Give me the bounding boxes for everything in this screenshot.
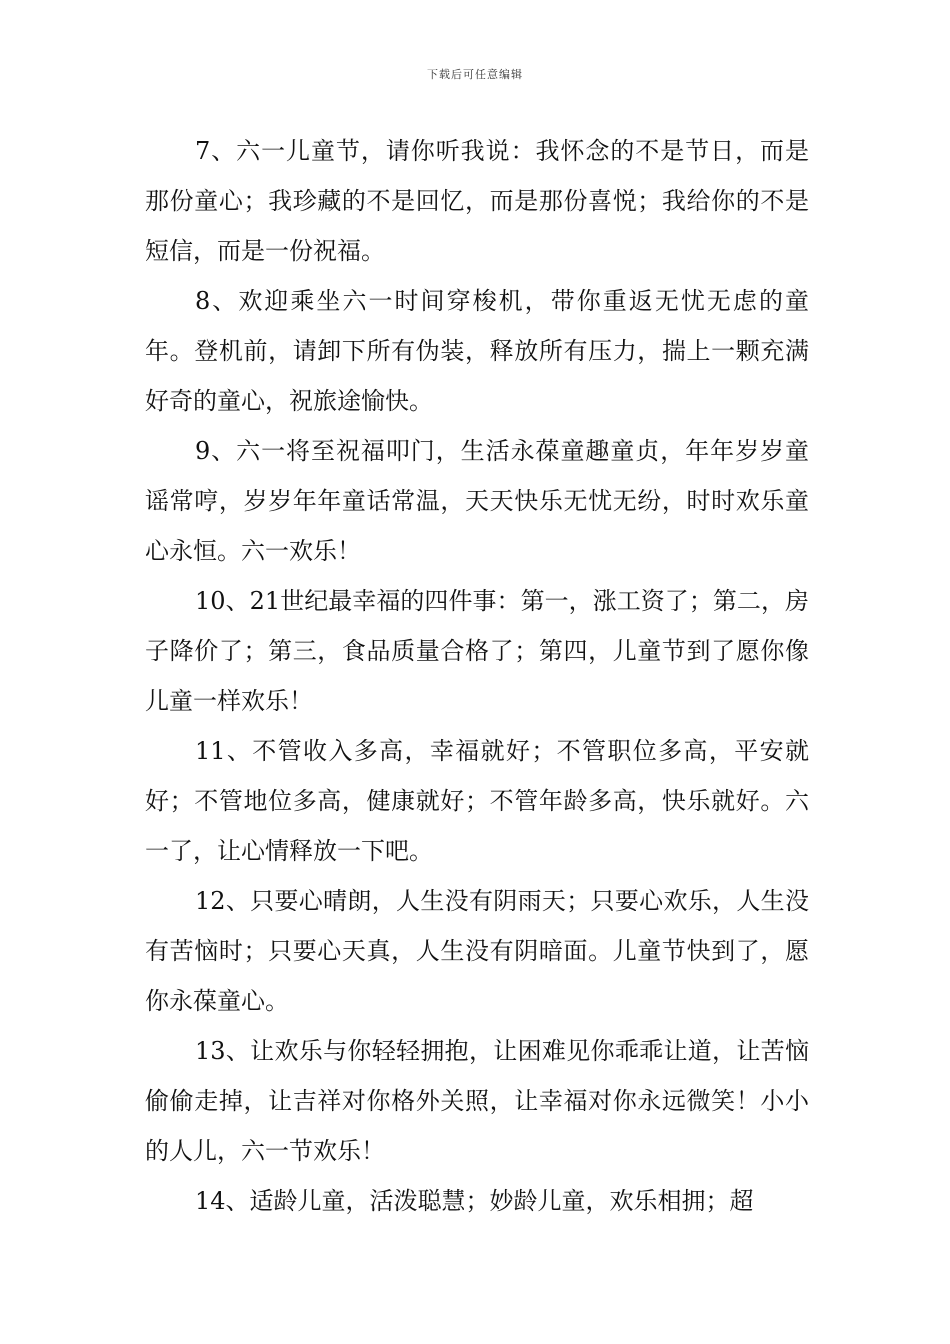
paragraph-9: 9、六一将至祝福叩门，生活永葆童趣童贞，年年岁岁童谣常哼，岁岁年年童话常温，天天快乐无忧无纷，时时欢乐童心永恒。六一欢乐！ [145,437,809,565]
paragraph-7: 7、六一儿童节，请你听我说：我怀念的不是节日，而是那份童心；我珍藏的不是回忆，而是那份喜悦；我给你的不是短信，而是一份祝福。 [145,137,809,265]
document-body [145,126,809,1226]
paragraph-10: 10、21世纪最幸福的四件事：第一，涨工资了；第二，房子降价了；第三，食品质量合格了；第四，儿童节到了愿你像儿童一样欢乐！ [145,587,809,715]
paragraph-8: 8、欢迎乘坐六一时间穿梭机，带你重返无忧无虑的童年。登机前，请卸下所有伪装，释放所有压力，揣上一颗充满好奇的童心，祝旅途愉快。 [145,287,809,415]
paragraph-11: 11、不管收入多高，幸福就好；不管职位多高，平安就好；不管地位多高，健康就好；不管年龄多高，快乐就好。六一了，让心情释放一下吧。 [145,737,809,865]
paragraph-13: 13、让欢乐与你轻轻拥抱，让困难见你乖乖让道，让苦恼偷偷走掉，让吉祥对你格外关照，让幸福对你永远微笑！小小的人儿，六一节欢乐！ [145,1037,809,1165]
page-header: 下载后可任意编辑 [427,68,523,81]
paragraph-14: 14、适龄儿童，活泼聪慧；妙龄儿童，欢乐相拥；超 [195,1187,754,1215]
paragraph-12: 12、只要心晴朗，人生没有阴雨天；只要心欢乐，人生没有苦恼时；只要心天真，人生没有阴暗面。儿童节快到了，愿你永葆童心。 [145,887,809,1015]
